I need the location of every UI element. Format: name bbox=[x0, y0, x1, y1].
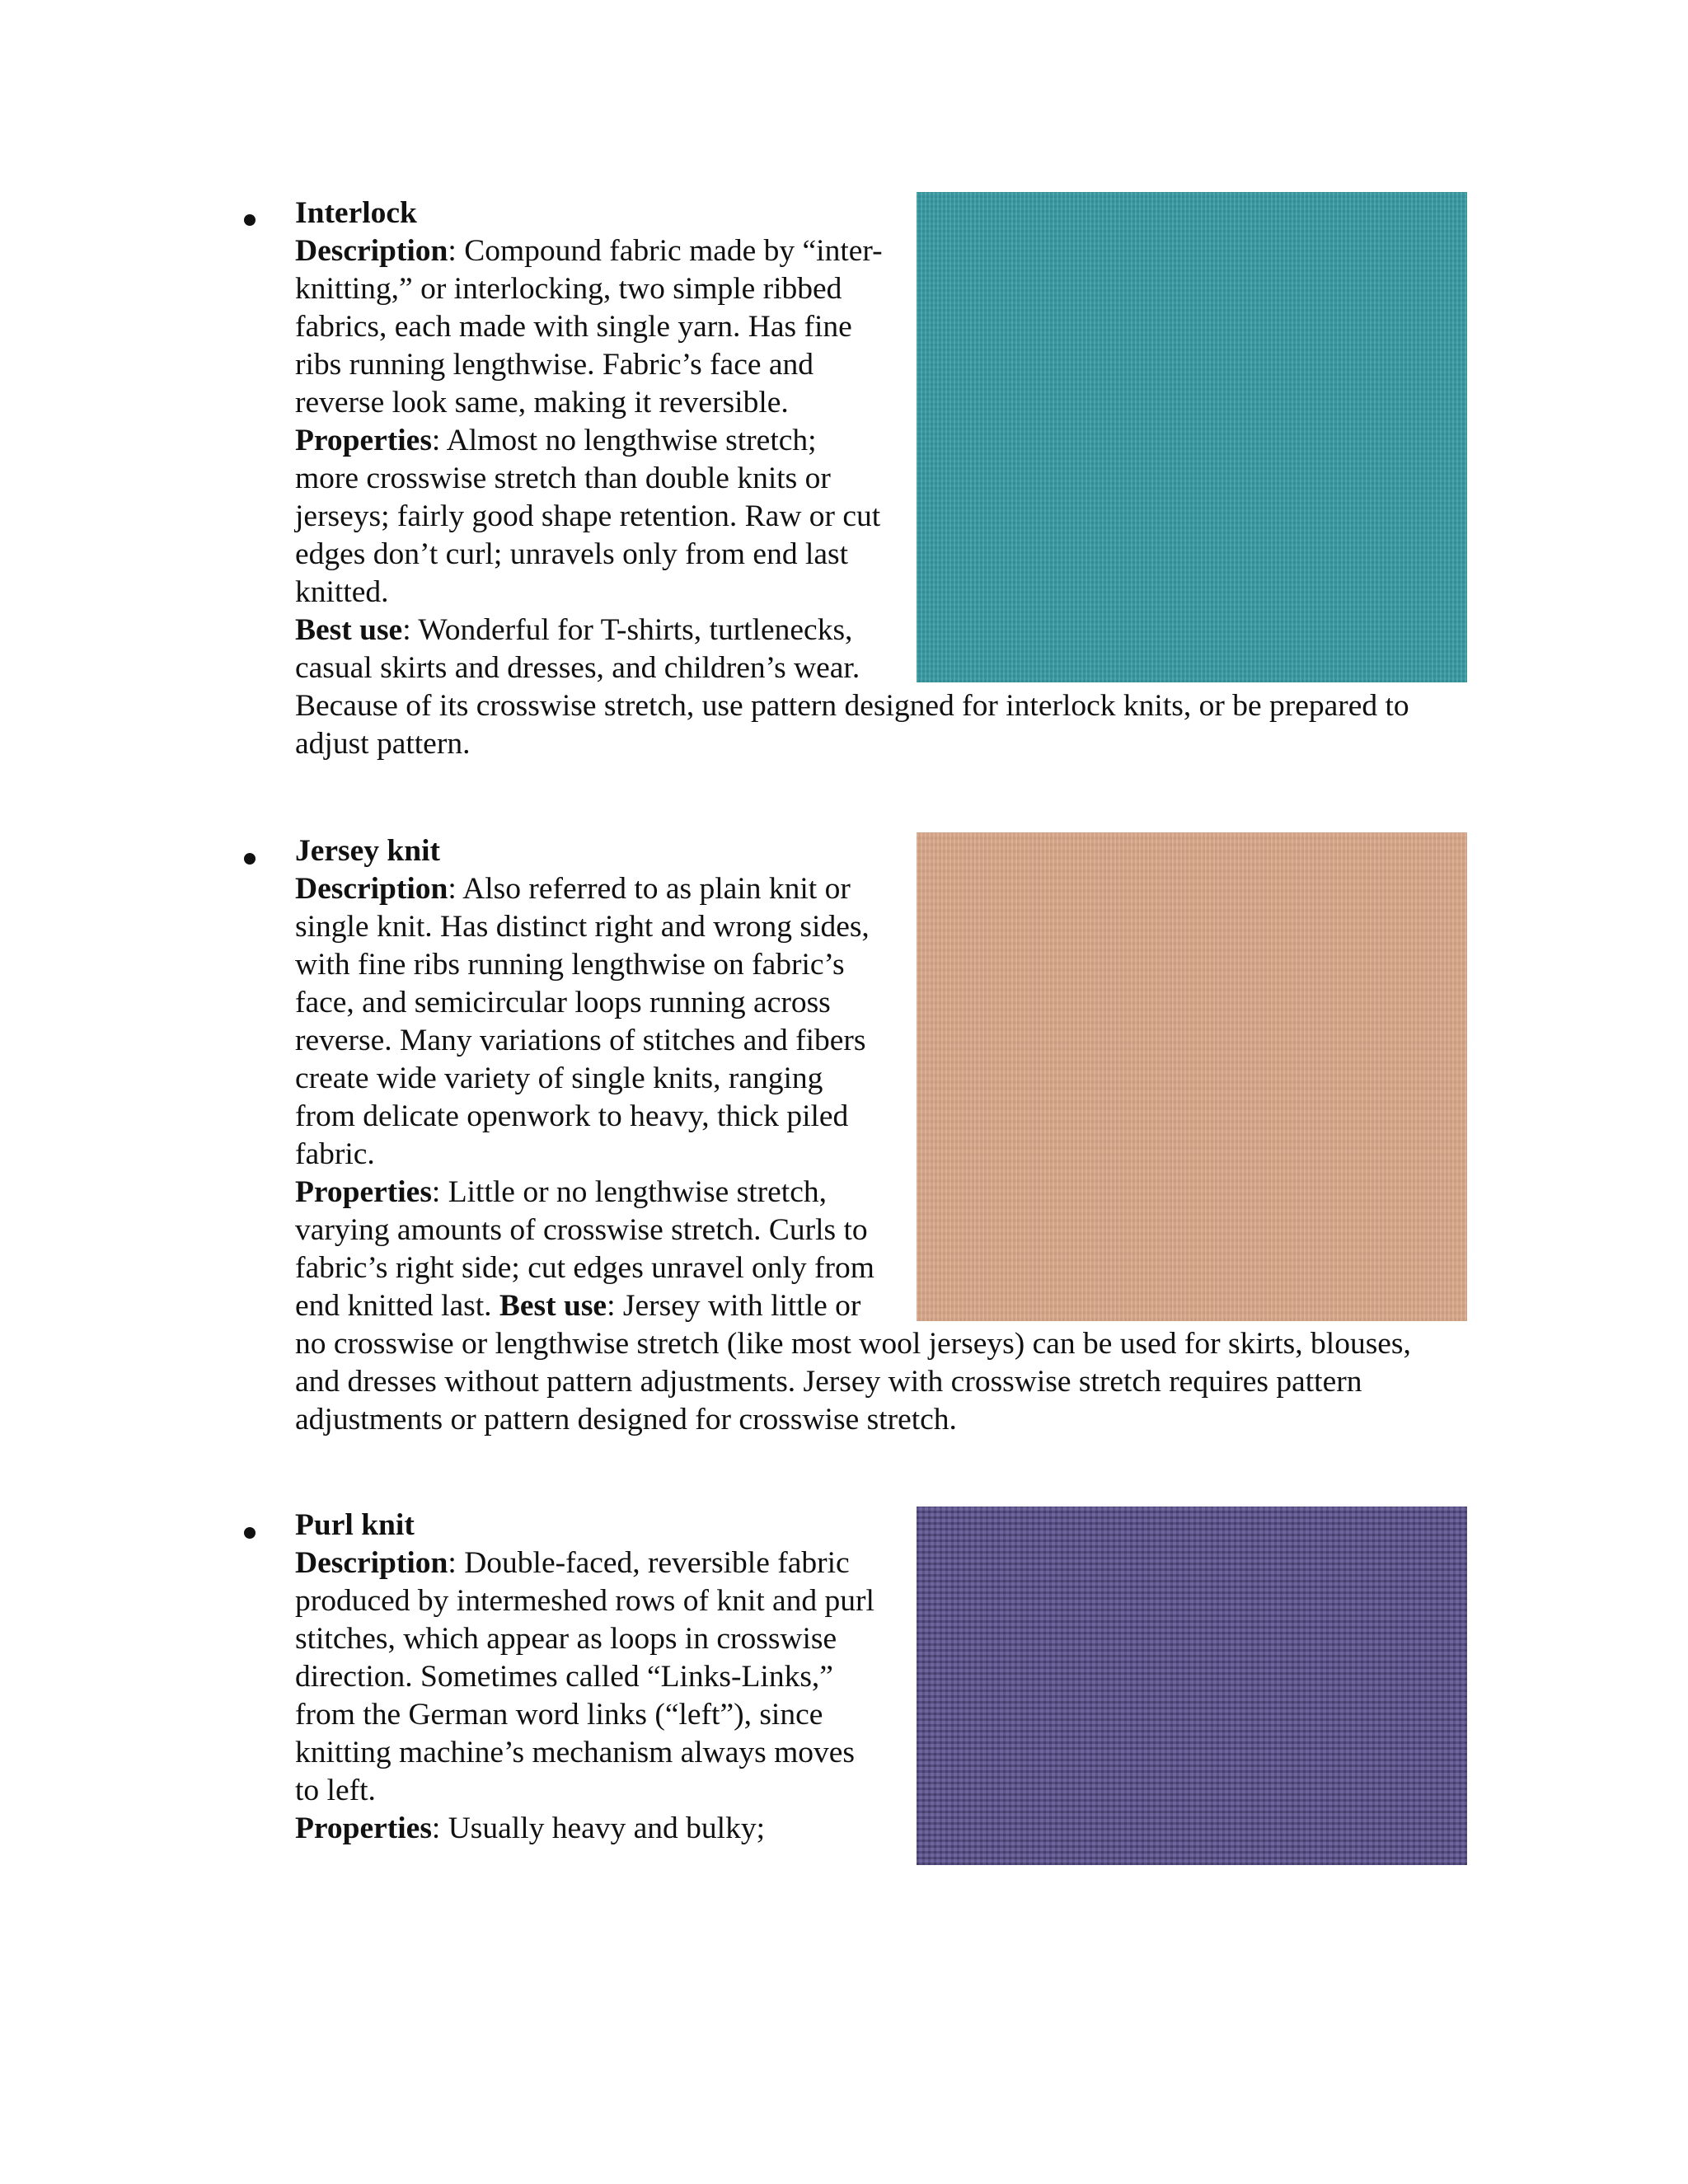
best-use-text: : Wonderful for T-shirts, turtlenecks, casual skirts and dresses, and children’s wear. Because of its crosswise stretch, use pattern designed for interlock knits, or be prepared to adjust pattern. bbox=[295, 613, 1409, 761]
bullet-icon bbox=[244, 853, 256, 865]
description-label: Description bbox=[295, 1546, 448, 1580]
entry-jersey bbox=[295, 832, 1461, 1439]
description-label: Description bbox=[295, 234, 448, 268]
properties-text: : Little or no lengthwise stretch, varying amounts of crosswise stretch. Curls to fabric’s right side; cut edges unravel only from end knitted last. bbox=[295, 1175, 874, 1323]
best-use-label: Best use bbox=[295, 613, 403, 647]
description-label: Description bbox=[295, 872, 448, 906]
entry-title: Interlock bbox=[295, 196, 417, 230]
properties-label: Properties bbox=[295, 1175, 432, 1209]
description-text: : Also referred to as plain knit or single knit. Has distinct right and wrong sides, with fine ribs running lengthwise on fabric’s face, and semicircular loops running across reverse. Many variations of stitches and fibers create wide variety of single knits, ranging from delicate openwork to heavy, thick piled fabric. bbox=[295, 872, 870, 1171]
bullet-icon bbox=[244, 214, 256, 226]
best-use-label: Best use bbox=[499, 1289, 607, 1323]
description-text: : Double-faced, reversible fabric produced by intermeshed rows of knit and purl stitches, which appear as loops in crosswise direction. Sometimes called “Links-Links,” from the German word links (“left”), since knitting machine’s mechanism always moves to left. bbox=[295, 1546, 874, 1807]
properties-text: : Almost no lengthwise stretch; more crosswise stretch than double knits or jerseys; fairly good shape retention. Raw or cut edges don’t curl; unravels only from end last knitted. bbox=[295, 424, 881, 609]
entry-title: Purl knit bbox=[295, 1508, 415, 1542]
properties-label: Properties bbox=[295, 424, 432, 457]
description-text: : Compound fabric made by “inter-knitting,” or interlocking, two simple ribbed fabrics, each made with single yarn. Has fine ribs running lengthwise. Fabric’s face and reverse look same, making it reversible. bbox=[295, 234, 883, 419]
bullet-icon bbox=[244, 1527, 256, 1539]
properties-text: : Usually heavy and bulky; bbox=[431, 1811, 766, 1845]
entry-title: Jersey knit bbox=[295, 834, 441, 868]
entry-purl bbox=[295, 1507, 1461, 1869]
best-use-text: : Jersey with little or no crosswise or lengthwise stretch (like most wool jerseys) can be used for skirts, blouses, and dresses without pattern adjustments. Jersey with crosswise stretch requires pattern adjustments or pattern designed for crosswise stretch. bbox=[295, 1289, 1411, 1436]
properties-label: Properties bbox=[295, 1811, 432, 1845]
entry-interlock bbox=[295, 194, 1461, 763]
